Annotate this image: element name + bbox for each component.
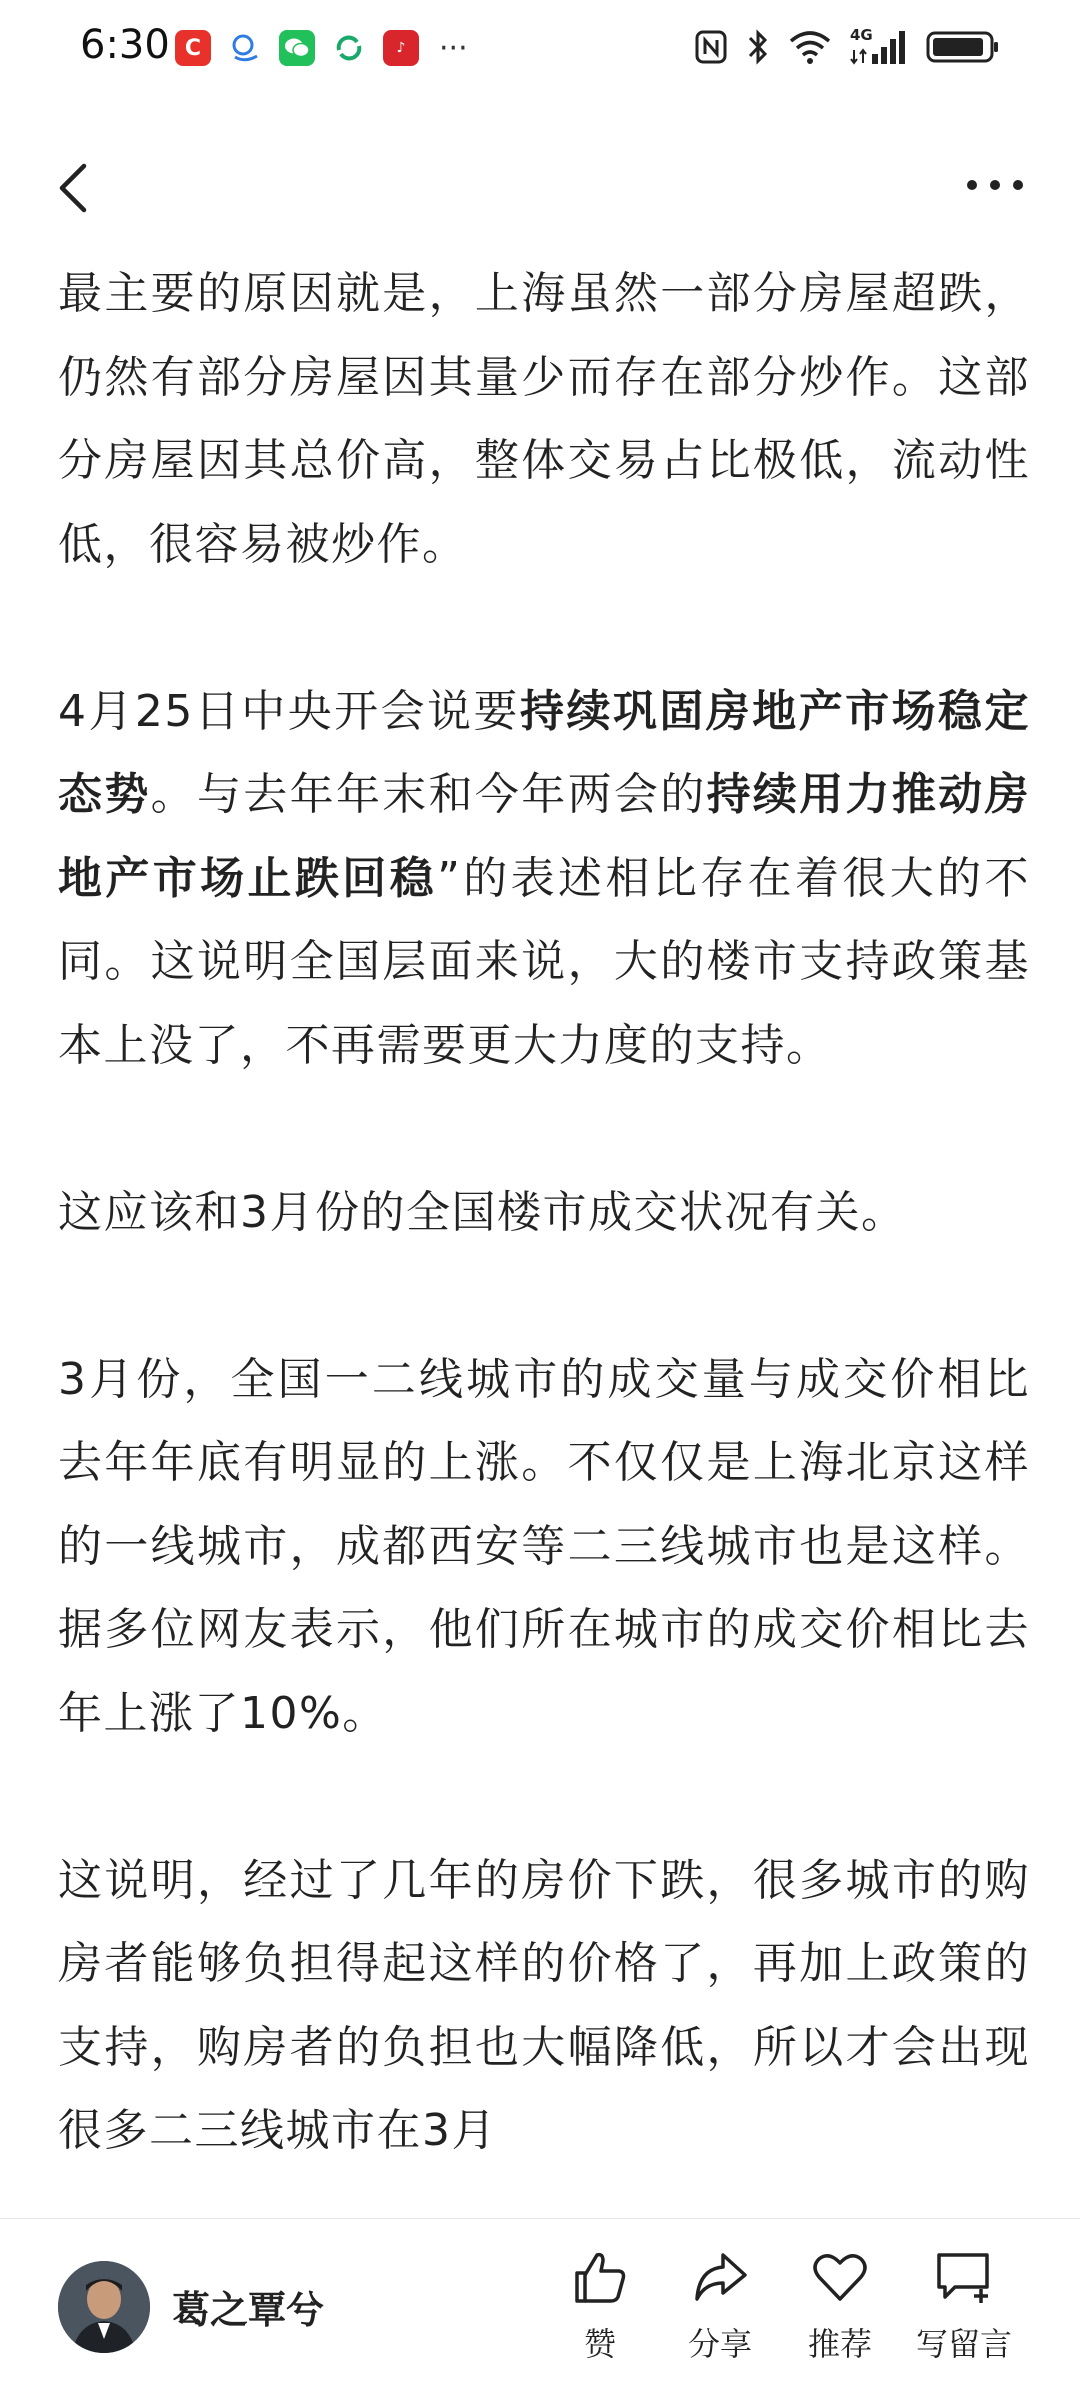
top-nav: [0, 140, 1080, 230]
paragraph-2-text-a: 4月25日中央开会说要: [58, 685, 520, 737]
comment-label: 写留言: [915, 2325, 1012, 2363]
thumbs-up-icon: [571, 2249, 629, 2305]
heart-icon: [811, 2249, 869, 2305]
paragraph-2-bold-a: 持续巩固房地产市场稳定态势: [58, 685, 1031, 820]
back-button[interactable]: [50, 158, 100, 218]
notification-icons: [175, 30, 468, 66]
chevron-left-icon: [50, 158, 100, 218]
search-app-icon: [227, 30, 263, 66]
author-avatar[interactable]: [58, 2261, 150, 2353]
paragraph-2: [58, 670, 1030, 1088]
status-bar: [0, 0, 1080, 100]
paragraph-2-bold-b: 持续用力推动房地产市场止跌回稳: [58, 769, 1031, 904]
comment-button[interactable]: [904, 2249, 1024, 2365]
more-notifications: ···: [439, 30, 468, 66]
paragraph-2-text-c: ”的表述相比存在着很大的不同。这说明全国层面来说，大的楼市支持政策基本上没了，不再需要更大力度的支持。: [58, 852, 1031, 1071]
more-button[interactable]: [960, 170, 1030, 200]
status-time: 6:30: [80, 22, 170, 68]
recommend-label: 推荐: [807, 2325, 872, 2363]
battery-icon: [926, 29, 1000, 65]
like-label: 赞: [583, 2325, 616, 2363]
comment-add-icon: [933, 2249, 995, 2305]
wechat-icon: [279, 30, 315, 66]
share-label: 分享: [687, 2325, 752, 2363]
system-icons: [694, 28, 1000, 66]
more-dots-icon: [960, 170, 1030, 200]
red-app-icon: ♪: [383, 30, 419, 66]
recycle-app-icon: [331, 30, 367, 66]
bottom-action-bar: [0, 2218, 1080, 2391]
cellular-signal-icon: [850, 28, 908, 66]
recommend-button[interactable]: [780, 2249, 900, 2365]
network-type: 4G: [850, 26, 873, 44]
share-arrow-icon: [691, 2249, 749, 2305]
paragraph-3: 这应该和3月份的全国楼市成交状况有关。: [58, 1186, 907, 1238]
share-button[interactable]: [660, 2249, 780, 2365]
wifi-icon: [788, 29, 832, 65]
author-name[interactable]: 葛之覃兮: [172, 2288, 325, 2332]
paragraph-2-text-b: 。与去年年末和今年两会的: [150, 769, 707, 820]
paragraph-5: 这说明，经过了几年的房价下跌，很多城市的购房者能够负担得起这样的价格了，再加上政策的支持，购房者的负担也大幅降低，所以才会出现很多二三线城市在3月: [58, 1854, 1030, 2156]
like-button[interactable]: [540, 2249, 660, 2365]
c-app-icon: C: [175, 30, 211, 66]
article-body: [58, 252, 1030, 2173]
bluetooth-icon: [746, 28, 770, 66]
nfc-icon: [694, 29, 728, 65]
paragraph-1: 最主要的原因就是，上海虽然一部分房屋超跌，仍然有部分房屋因其量少而存在部分炒作。这部分房屋因其总价高，整体交易占比极低，流动性低，很容易被炒作。: [58, 268, 1030, 570]
paragraph-4: 3月份，全国一二线城市的成交量与成交价相比去年年底有明显的上涨。不仅仅是上海北京这样的一线城市，成都西安等二三线城市也是这样。据多位网友表示，他们所在城市的成交价相比去年上涨了10%。: [58, 1353, 1030, 1739]
